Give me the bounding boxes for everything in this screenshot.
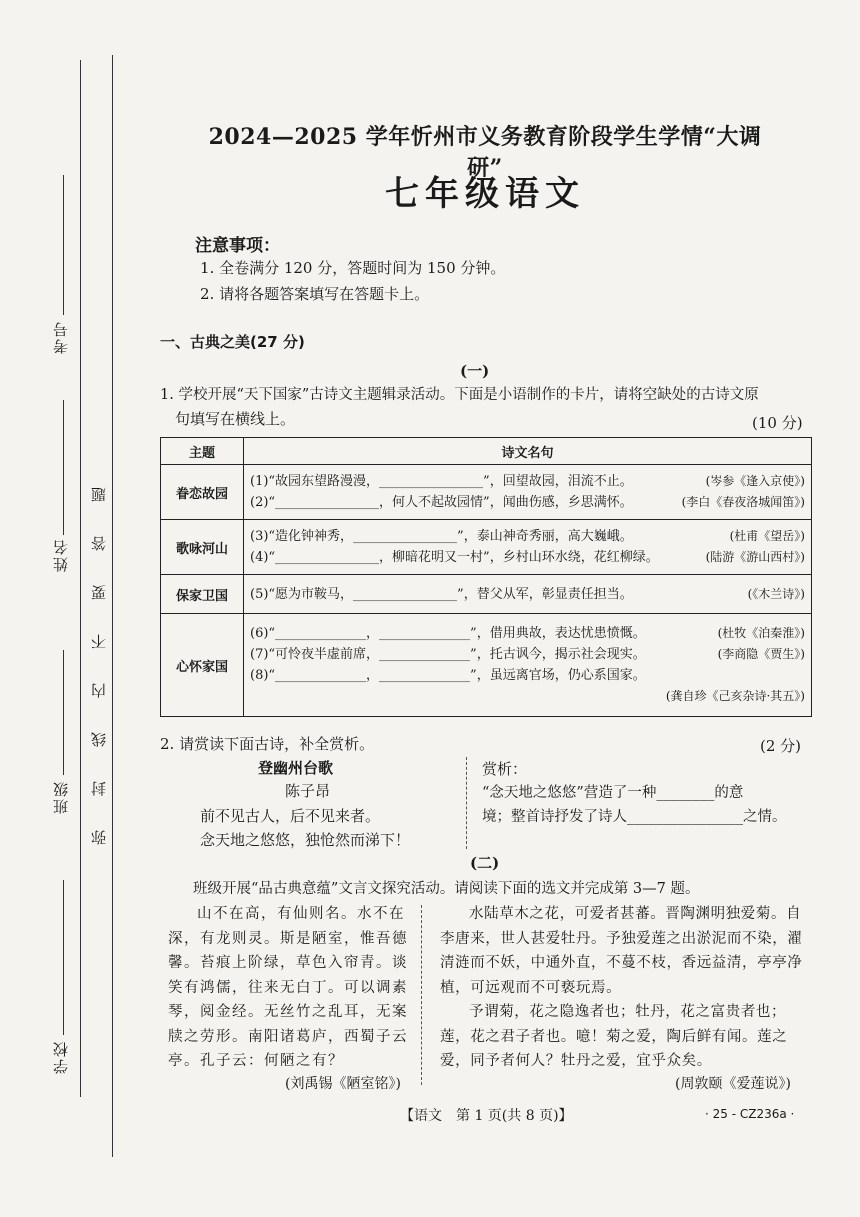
poem-line: (7)“可怜夜半虚前席，______________”，托古讽今，揭示社会现实。 xyxy=(250,647,646,662)
poem-table xyxy=(160,437,812,717)
exam-title: 2024—2025 学年忻州市义务教育阶段学生学情“大调研” xyxy=(208,124,762,181)
theme-cell: 眷恋故园 xyxy=(161,465,244,520)
part-heading: (一) xyxy=(460,362,490,380)
lines-cell xyxy=(244,465,812,520)
appreciation-line: 境；整首诗抒发了诗人________________之情。 xyxy=(482,809,787,825)
question-2-score: (2 分) xyxy=(760,737,802,755)
banji-label: 班级 xyxy=(52,780,70,814)
xingming-label: 姓名 xyxy=(52,538,70,572)
subject-title: 七年级语文 xyxy=(385,174,585,214)
table-row xyxy=(161,575,812,614)
poem-title: 登幽州台歌 xyxy=(258,759,334,777)
table-row xyxy=(161,465,812,520)
lines-cell xyxy=(244,614,812,717)
question-1-score: (10 分) xyxy=(752,414,803,432)
table-header-row xyxy=(161,438,812,465)
poem-source: (《木兰诗》) xyxy=(747,586,805,601)
poem-line: 念天地之悠悠，独怆然而涕下！ xyxy=(200,831,411,849)
appreciation-line: “念天地之悠悠”营造了一种________的意 xyxy=(482,785,744,801)
notice-heading: 注意事项： xyxy=(195,236,280,256)
exam-code: · 25 - CZ236a · xyxy=(705,1107,795,1121)
binding-line xyxy=(112,55,113,1157)
table-row xyxy=(161,614,812,717)
poem-source: (李白《春夜洛城闻笛》) xyxy=(681,495,805,509)
question-2-text: 2. 请赏读下面古诗，补全赏析。 xyxy=(160,735,375,753)
table-header-lines: 诗文名句 xyxy=(244,438,812,465)
passage-loushiming: 山不在高，有仙则名。水不在深，有龙则灵。斯是陋室，惟吾德馨。苔痕上阶绿，草色入帘青。谈笑有鸿儒，往来无白丁。可以调素琴，阅金经。无丝竹之乱耳，无案牍之劳形。南阳诸葛庐，西蜀子云亭。孔子云：何陋之有？ xyxy=(168,906,408,1069)
lines-cell xyxy=(244,520,812,575)
theme-cell: 歌咏河山 xyxy=(161,520,244,575)
xuexiao-label: 学校 xyxy=(52,1040,70,1074)
poem-line: 前不见古人，后不见来者。 xyxy=(200,807,381,825)
lines-cell xyxy=(244,575,812,614)
xuexiao-blank xyxy=(63,880,64,1035)
table-header-theme: 主题 xyxy=(161,438,244,465)
divider xyxy=(421,905,422,1085)
divider xyxy=(466,757,467,849)
part-heading: (二) xyxy=(470,854,500,872)
margin-line xyxy=(80,60,81,1097)
kaohao-label: 考号 xyxy=(52,320,70,354)
poem-source: (陆游《游山西村》) xyxy=(705,550,805,564)
poem-source: (岑参《逢入京使》) xyxy=(705,474,805,488)
binding-notice: 弥封线内不要答题 xyxy=(90,453,108,845)
passage-ailianshuo: 水陆草木之花，可爱者甚蕃。晋陶渊明独爱菊。自李唐来，世人甚爱牡丹。予独爱莲之出淤泥而不染，濯清涟而不妖，中通外直，不蔓不枝，香远益清，亭亭净植，可远观而不可亵玩焉。 xyxy=(440,906,803,996)
poem-line: (2)“________________，何人不起故园情”，闻曲伤感，乡思满怀。 xyxy=(250,495,633,510)
page-number: 【语文 第 1 页(共 8 页)】 xyxy=(400,1108,573,1124)
poem-line: (4)“________________，柳暗花明又一村”，乡村山环水绕，花红柳绿。 xyxy=(250,550,659,565)
passage-ailianshuo-2: 予谓菊，花之隐逸者也；牡丹，花之富贵者也；莲，花之君子者也。噫！菊之爱，陶后鲜有闻。莲之爱，同予者何人？牡丹之爱，宜乎众矣。 xyxy=(440,1004,788,1069)
poem-line: (3)“造化钟神秀，________________”，泰山神奇秀丽，高大巍峨。 xyxy=(250,529,633,544)
poem-source: (杜甫《望岳》) xyxy=(729,529,805,543)
table-row xyxy=(161,520,812,575)
notice-item: 2. 请将各题答案填写在答题卡上。 xyxy=(200,285,430,303)
poem-line: (5)“愿为市鞍马，________________”，替父从军，彰显责任担当。 xyxy=(250,586,633,602)
xingming-blank xyxy=(63,400,64,535)
theme-cell: 保家卫国 xyxy=(161,575,244,614)
notice-item: 1. 全卷满分 120 分，答题时间为 150 分钟。 xyxy=(200,259,506,277)
poem-source: (李商隐《贾生》) xyxy=(717,647,805,661)
appreciation-label: 赏析： xyxy=(482,760,528,778)
question-1-text: 1. 学校开展“天下国家”古诗文主题辑录活动。下面是小语制作的卡片，请将空缺处的古诗文原 xyxy=(160,387,759,403)
poem-author: 陈子昂 xyxy=(285,782,331,800)
section-heading: 一、古典之美(27 分) xyxy=(160,333,305,351)
poem-line: (8)“______________，______________”，虽远离官场，仍心系国家。 xyxy=(250,668,646,683)
kaohao-blank xyxy=(63,175,64,315)
poem-source: (杜牧《泊秦淮》) xyxy=(717,626,805,640)
banji-blank xyxy=(63,650,64,775)
passage-source: (周敦颐《爱莲说》) xyxy=(675,1076,791,1092)
passage-source: (刘禹锡《陋室铭》) xyxy=(285,1076,401,1092)
poem-line: (6)“______________，______________”，借用典故，表达忧患愤慨。 xyxy=(250,626,646,641)
reading-intro: 班级开展“品古典意蕴”文言文探究活动。请阅读下面的选文并完成第 3—7 题。 xyxy=(193,881,700,897)
poem-source: (龚自珍《己亥杂诗·其五》) xyxy=(665,689,805,703)
theme-cell: 心怀家国 xyxy=(161,614,244,717)
question-1-text-2: 句填写在横线上。 xyxy=(175,410,296,428)
poem-line: (1)“故园东望路漫漫，________________”，回望故园，泪流不止。 xyxy=(250,474,633,489)
